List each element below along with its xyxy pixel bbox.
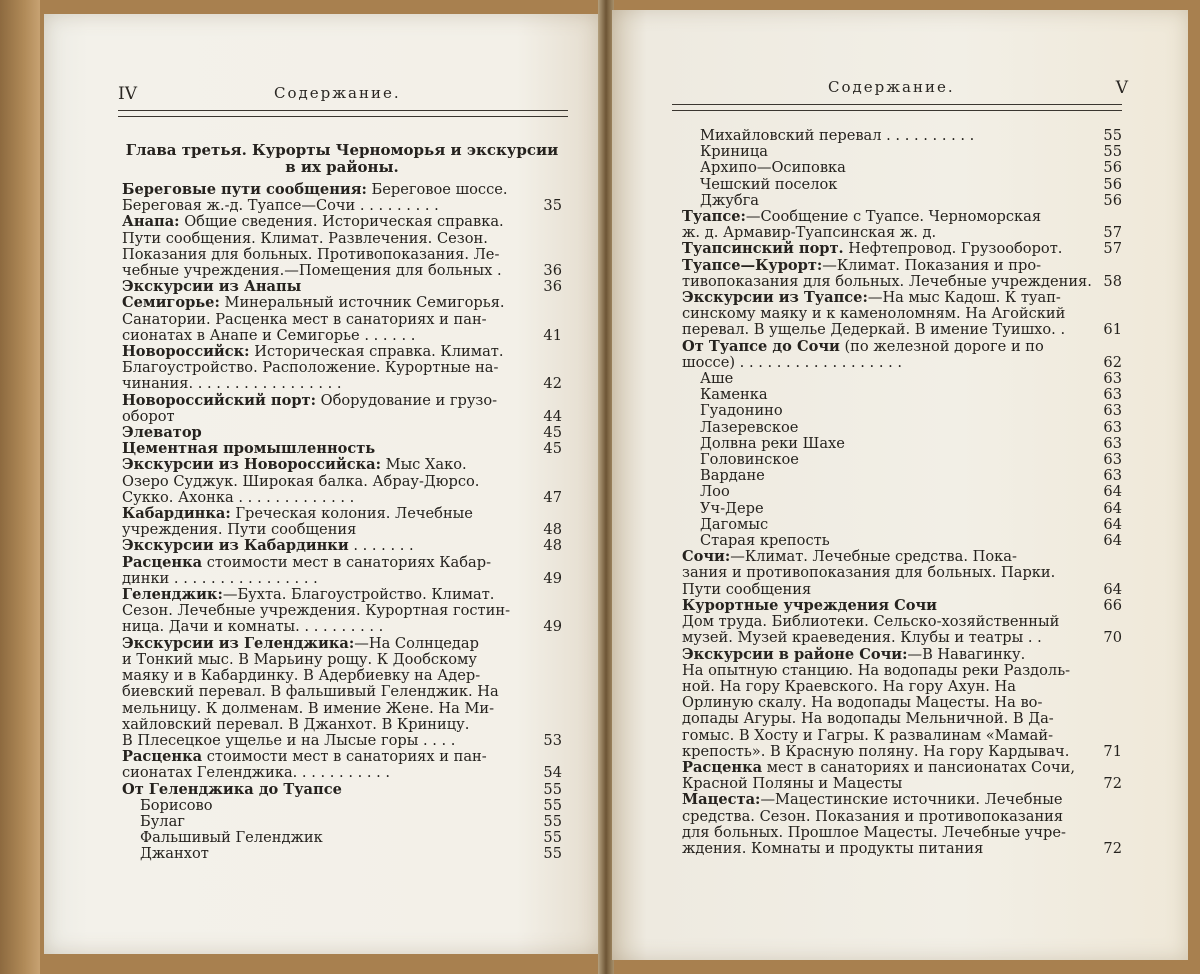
toc-line [682,533,1122,549]
toc-line [122,717,562,733]
toc-line-text: Фальшивый Геленджик [140,829,323,847]
toc-line [682,728,1122,744]
toc-line-text: Булаг [140,812,185,830]
right-header [672,78,1128,100]
toc-line [122,263,562,279]
toc-page-number: 44 [543,407,562,425]
toc-page-number: 71 [1103,742,1122,760]
toc-page-number: 64 [1103,499,1122,517]
toc-line [682,193,1122,209]
toc-line [682,322,1122,338]
toc-line-text: Экскурсии из Новороссийска: Мыс Хако. [122,456,467,474]
toc-line [122,555,562,571]
toc-line [682,679,1122,695]
toc-line [122,441,562,457]
toc-page-number: 56 [1103,159,1122,177]
toc-line [122,490,562,506]
toc-line-text: зания и противопоказания для больных. Парки. [682,564,1056,582]
toc-line-text: Семигорье: Минеральный источник Семигорья. [122,294,505,312]
toc-line-text: Цементная промышленность [122,440,376,458]
toc-line [682,225,1122,241]
toc-line-text: Новороссийск: Историческая справка. Климат. [122,343,504,361]
toc-line-text: средства. Сезон. Показания и противопоказания [682,807,1064,825]
toc-line [682,549,1122,565]
toc-line [682,760,1122,776]
toc-line-text: Аше [700,370,734,388]
toc-line [122,474,562,490]
toc-line [682,468,1122,484]
chapter-heading-line: Глава третья. Курорты Черноморья и экскурсии [125,141,559,159]
toc-line-text: музей. Музей краеведения. Клубы и театры . . [682,629,1042,647]
toc-line-text: Элеватор [122,424,202,442]
toc-page-number: 56 [1103,191,1122,209]
left-page-number: IV [118,84,137,104]
toc-page-number: 63 [1103,451,1122,469]
toc-line [122,603,562,619]
toc-page-number: 62 [1103,353,1122,371]
right-page [612,10,1188,960]
toc-line-text: Береговая ж.-д. Туапсе—Сочи . . . . . . . . . [122,197,439,215]
toc-line-text: и Тонкий мыс. В Марьину рощу. К Дообскому [122,650,477,668]
toc-line-text: Расценка стоимости мест в санаториях Кабар- [122,553,492,571]
toc-page-number: 56 [1103,175,1122,193]
toc-line [122,846,562,862]
toc-line [682,484,1122,500]
toc-line-text: для больных. Прошлое Мацесты. Лечебные учре- [682,823,1066,841]
toc-line-text: Лазеревское [700,418,799,436]
toc-line-text: Старая крепость [700,532,830,550]
toc-line-text: Архипо—Осиповка [700,159,846,177]
toc-line-text: Экскурсии из Геленджика:—На Солнцедар [122,634,479,652]
toc-line [682,403,1122,419]
toc-line-text: Санатории. Расценка мест в санаториях и пан- [122,310,487,328]
toc-page-number: 64 [1103,483,1122,501]
toc-page-number: 45 [543,424,562,442]
toc-line-text: Туапсе:—Сообщение с Туапсе. Черноморская [682,208,1042,226]
toc-line [682,274,1122,290]
toc-line-text: Экскурсии из Кабардинки . . . . . . . [122,537,414,555]
toc-page-number: 55 [543,780,562,798]
toc-page-number: 48 [543,537,562,555]
toc-line-text: маяку и в Кабардинку. В Адербиевку на Адер- [122,667,481,685]
toc-line-text: Сочи:—Климат. Лечебные средства. Пока- [682,548,1017,566]
toc-line-text: чебные учреждения.—Помещения для больных . [122,262,502,280]
toc-line [122,668,562,684]
toc-line-text: Озеро Суджук. Широкая балка. Абрау-Дюрсо. [122,472,480,490]
toc-line-text: Туапсинский порт. Нефтепровод. Грузооборот. [682,240,1063,258]
toc-line-text: Кабардинка: Греческая колония. Лечебные [122,505,473,523]
toc-line-text: В Плесецкое ущелье и на Лысые горы . . . . [122,731,456,749]
toc-line-text: Красной Поляны и Мацесты [682,775,903,793]
toc-line-text: Борисово [140,796,213,814]
toc-page-number: 72 [1103,839,1122,857]
toc-page-number: 55 [543,829,562,847]
toc-line-text: тивопоказания для больных. Лечебные учреждения. [682,272,1092,290]
toc-line-text: чинания. . . . . . . . . . . . . . . . . [122,375,342,393]
toc-page-number: 63 [1103,467,1122,485]
toc-line [122,247,562,263]
toc-line-text: допады Агуры. На водопады Мельничной. В Да- [682,710,1054,728]
toc-line-text: Береговые пути сообщения: Береговое шоссе. [122,181,508,198]
toc-line-text: Лоо [700,483,730,501]
toc-line-text: От Туапсе до Сочи (по железной дороге и по [682,337,1044,355]
toc-page-number: 47 [543,488,562,506]
toc-line-text: крепость». В Красную поляну. На гору Кардывач. [682,742,1070,760]
toc-page-number: 55 [1103,143,1122,161]
toc-page-number: 61 [1103,321,1122,339]
toc-line-text: перевал. В ущелье Дедеркай. В имение Туишхо. . [682,321,1066,339]
chapter-heading-line: в их районы. [285,158,399,176]
toc-line-text: Каменка [700,386,768,404]
toc-line [682,209,1122,225]
toc-page-number: 66 [1103,596,1122,614]
toc-line-text: шоссе) . . . . . . . . . . . . . . . . . . [682,353,903,371]
toc-line-text: Расценка мест в санаториях и пансионатах Сочи, [682,758,1075,776]
toc-page-number: 48 [543,521,562,539]
toc-line [682,160,1122,176]
toc-line-text: Джанхот [140,845,209,863]
left-header [118,84,538,106]
toc-line [122,652,562,668]
toc-line-text: ница. Дачи и комнаты. . . . . . . . . . [122,618,384,636]
toc-line-text: Анапа: Общие сведения. Историческая справка. [122,213,504,231]
toc-line [122,636,562,652]
toc-line [122,506,562,522]
toc-page-number: 63 [1103,386,1122,404]
toc-line-text: динки . . . . . . . . . . . . . . . . [122,569,318,587]
toc-line-text: учреждения. Пути сообщения [122,521,357,539]
toc-line-text: биевский перевал. В фальшивый Геленджик. На [122,683,499,701]
toc-line-text: ждения. Комнаты и продукты питания [682,839,984,857]
toc-line [122,393,562,409]
toc-line [122,733,562,749]
right-header-rule [672,104,1122,111]
toc-line [122,328,562,344]
toc-line-text: Гуадонино [700,402,783,420]
toc-line-text: синскому маяку и к каменоломням. На Агойский [682,305,1066,323]
toc-page-number: 55 [543,812,562,830]
toc-page-number: 49 [543,569,562,587]
toc-line-text: ной. На гору Краевского. На гору Ахун. На [682,677,1016,695]
left-header-rule [118,110,568,117]
toc-line [122,231,562,247]
toc-line [682,420,1122,436]
toc-line [682,809,1122,825]
left-running-title: Содержание. [274,84,401,102]
toc-page-number: 36 [543,262,562,280]
toc-line [122,457,562,473]
toc-line [682,144,1122,160]
toc-line [122,360,562,376]
toc-line-text: Курортные учреждения Сочи [682,596,937,614]
toc-line [682,744,1122,760]
toc-page-number: 63 [1103,370,1122,388]
toc-line-text: Уч-Дере [700,499,764,517]
toc-line [122,701,562,717]
toc-page-number: 36 [543,278,562,296]
toc-line [682,792,1122,808]
toc-line [682,290,1122,306]
toc-line-text: ж. д. Армавир-Туапсинская ж. д. [682,224,937,242]
toc-line [122,814,562,830]
toc-line-text: Пути сообщения [682,580,812,598]
toc-page-number: 35 [543,197,562,215]
toc-line-text: Новороссийский порт: Оборудование и грузо- [122,391,498,409]
toc-line [682,598,1122,614]
toc-line-text: Мацеста:—Мацестинские источники. Лечебные [682,791,1063,809]
toc-page-number: 72 [1103,775,1122,793]
toc-page-number: 70 [1103,629,1122,647]
toc-line [682,452,1122,468]
toc-line [682,258,1122,274]
right-page-number: V [1115,78,1128,98]
toc-line [682,825,1122,841]
toc-page-number: 42 [543,375,562,393]
toc-line [122,782,562,798]
toc-line [122,684,562,700]
toc-line [122,279,562,295]
toc-line [122,376,562,392]
toc-line-text: Экскурсии в районе Сочи:—В Навагинку. [682,645,1026,663]
toc-page-number: 55 [543,796,562,814]
toc-line-text: Орлиную скалу. На водопады Мацесты. На во- [682,694,1043,712]
toc-line-text: Долвна реки Шахе [700,434,845,452]
toc-line [682,355,1122,371]
toc-page-number: 64 [1103,532,1122,550]
toc-line-text: сионатах в Анапе и Семигорье . . . . . . [122,326,416,344]
toc-line [682,776,1122,792]
toc-line [122,425,562,441]
toc-line [682,695,1122,711]
toc-line-text: Головинское [700,451,799,469]
toc-line [682,663,1122,679]
toc-page-number: 63 [1103,402,1122,420]
toc-line [682,630,1122,646]
toc-line [682,128,1122,144]
toc-line-text: На опытную станцию. На водопады реки Раздоль- [682,661,1071,679]
toc-line-text: Показания для больных. Противопоказания. Ле- [122,245,500,263]
toc-line [122,830,562,846]
toc-page-number: 63 [1103,418,1122,436]
toc-line-text: Сезон. Лечебные учреждения. Курортная гостин- [122,602,511,620]
toc-line [682,582,1122,598]
left-page [44,14,600,954]
toc-line-text: Криница [700,143,768,161]
toc-line-text: Экскурсии из Туапсе:—На мыс Кадош. К туап- [682,289,1061,307]
toc-line [122,344,562,360]
toc-line-text: Михайловский перевал . . . . . . . . . . [700,127,975,144]
toc-page-number: 45 [543,440,562,458]
toc-page-number: 57 [1103,224,1122,242]
toc-line [122,749,562,765]
right-running-title: Содержание. [828,78,955,96]
toc-line [682,436,1122,452]
toc-line [122,571,562,587]
toc-line [122,619,562,635]
toc-page-number: 49 [543,618,562,636]
toc-line [682,339,1122,355]
toc-line [122,587,562,603]
toc-line-text: сионатах Геленджика. . . . . . . . . . . [122,764,391,782]
toc-line [682,565,1122,581]
toc-line [122,295,562,311]
toc-page-number: 64 [1103,515,1122,533]
toc-line-text: Дагомыс [700,515,769,533]
toc-page-number: 55 [1103,127,1122,144]
toc-line [122,798,562,814]
cover-edge [0,0,40,974]
toc-line-text: Чешский поселок [700,175,838,193]
toc-line [682,306,1122,322]
toc-line-text: Джубга [700,191,760,209]
toc-line [682,241,1122,257]
toc-line-text: Геленджик:—Бухта. Благоустройство. Климат. [122,586,495,604]
toc-line [682,711,1122,727]
toc-page-number: 53 [543,731,562,749]
toc-page-number: 63 [1103,434,1122,452]
toc-line [122,538,562,554]
toc-line [122,765,562,781]
toc-line-text: Экскурсии из Анапы [122,278,302,296]
chapter-heading [122,142,562,176]
toc-line-text: мельницу. К долменам. В имение Жене. На Ми- [122,699,495,717]
toc-line [682,387,1122,403]
toc-line [122,198,562,214]
toc-line-text: Вардане [700,467,765,485]
toc-line [682,841,1122,857]
toc-line-text: Туапсе—Курорт:—Климат. Показания и про- [682,256,1042,274]
toc-page-number: 57 [1103,240,1122,258]
toc-page-number: 41 [543,326,562,344]
toc-line-text: Дом труда. Библиотеки. Сельско-хозяйственный [682,613,1060,631]
toc-line [682,517,1122,533]
toc-line [682,614,1122,630]
toc-line-text: Сукко. Ахонка . . . . . . . . . . . . . [122,488,355,506]
toc-line [122,409,562,425]
toc-page-number: 58 [1103,272,1122,290]
toc-line-text: Пути сообщения. Климат. Развлечения. Сезон. [122,229,488,247]
toc-line-text: Расценка стоимости мест в санаториях и пан- [122,748,487,766]
toc-line-text: гомыс. В Хосту и Гагры. К развалинам «Мамай- [682,726,1054,744]
left-toc [122,142,562,863]
toc-line [122,214,562,230]
toc-line [682,371,1122,387]
toc-page-number: 55 [543,845,562,863]
toc-line-text: От Геленджика до Туапсе [122,780,342,798]
toc-page-number: 54 [543,764,562,782]
toc-line-text: Благоустройство. Расположение. Курортные на- [122,359,499,377]
toc-page-number: 64 [1103,580,1122,598]
toc-line [122,182,562,198]
toc-line [122,522,562,538]
toc-line-text: оборот [122,407,175,425]
right-toc [682,128,1122,857]
toc-line [682,647,1122,663]
toc-line [682,177,1122,193]
toc-line [122,312,562,328]
toc-line-text: хайловский перевал. В Джанхот. В Криницу. [122,715,470,733]
toc-line [682,501,1122,517]
